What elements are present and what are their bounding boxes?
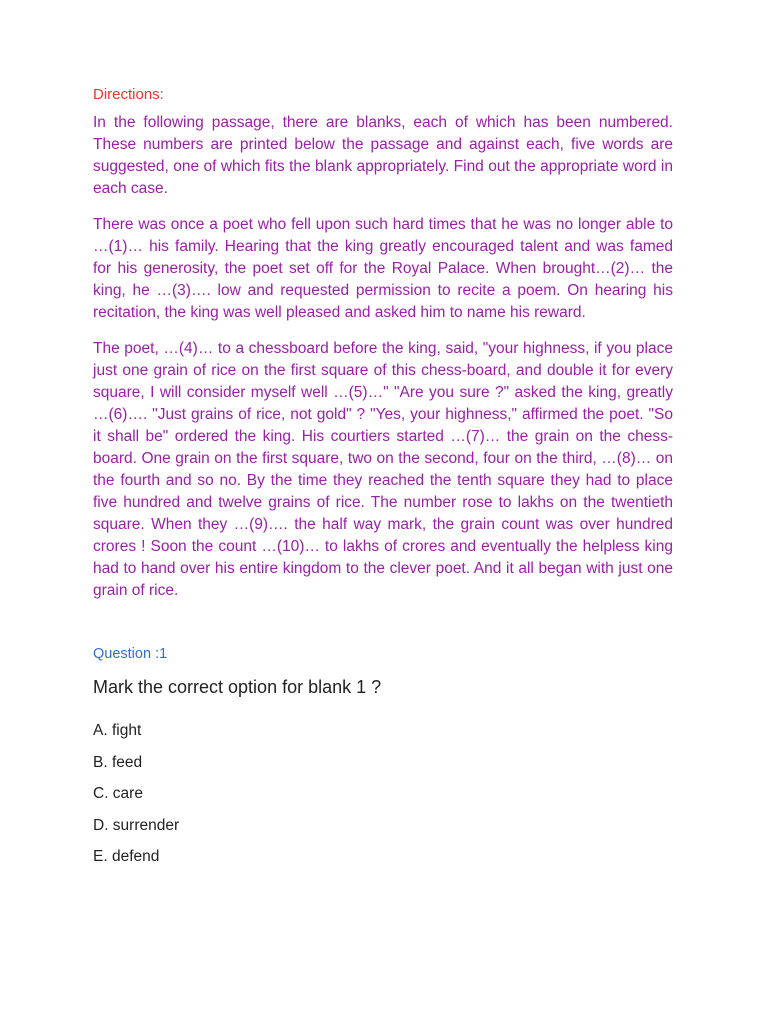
option-e[interactable]: E. defend [93,848,160,865]
passage-paragraph-2: The poet, …(4)… to a chessboard before the king, said, "your highness, if you place just one grain of rice on the first square of this chess-board, and double it for every square, I will consider myself well …(5)…" "Are you sure ?" asked the king, greatly …(6)…. "Just grains of rice, not gold" ? "Yes, your highness," affirmed the poet. "So it shall be" ordered the king. His courtiers started …(7)… the grain on the chess-board. One grain on the first square, two on the second, four on the third, …(8)… on the fourth and so no. By the time they reached the tenth square they had to place five hundred and twelve grains of rice. The number rose to lakhs on the twentieth square. When they …(9)…. the half way mark, the grain count was over hundred crores ! Soon the count …(10)… to lakhs of crores and eventually the helpless king had to hand over his entire kingdom to the clever poet. And it all began with just one grain of rice. [93,340,673,599]
passage-paragraph-1: There was once a poet who fell upon such hard times that he was no longer able to …(1)… his family. Hearing that the king greatly encouraged talent and was famed for his generosity, the poet set off for the Royal Palace. When brought…(2)… the king, he …(3)…. low and requested permission to recite a poem. On hearing his recitation, the king was well pleased and asked him to name his reward. [93,216,673,321]
question-text: Mark the correct option for blank 1 ? [93,677,382,697]
directions-label: Directions: [93,86,164,103]
option-d[interactable]: D. surrender [93,816,180,834]
directions-instructions: In the following passage, there are blanks, each of which has been numbered. These numbers are printed below the passage and against each, five words are suggested, one of which fits the blank appropriately. Find out the appropriate word in each case. [93,114,673,197]
option-c[interactable]: C. care [93,785,143,802]
document-page [93,84,673,879]
answer-options-list [93,721,673,867]
question-number-label: Question :1 [93,646,168,662]
option-b[interactable]: B. feed [93,753,143,771]
option-a[interactable]: A. fight [93,722,142,739]
